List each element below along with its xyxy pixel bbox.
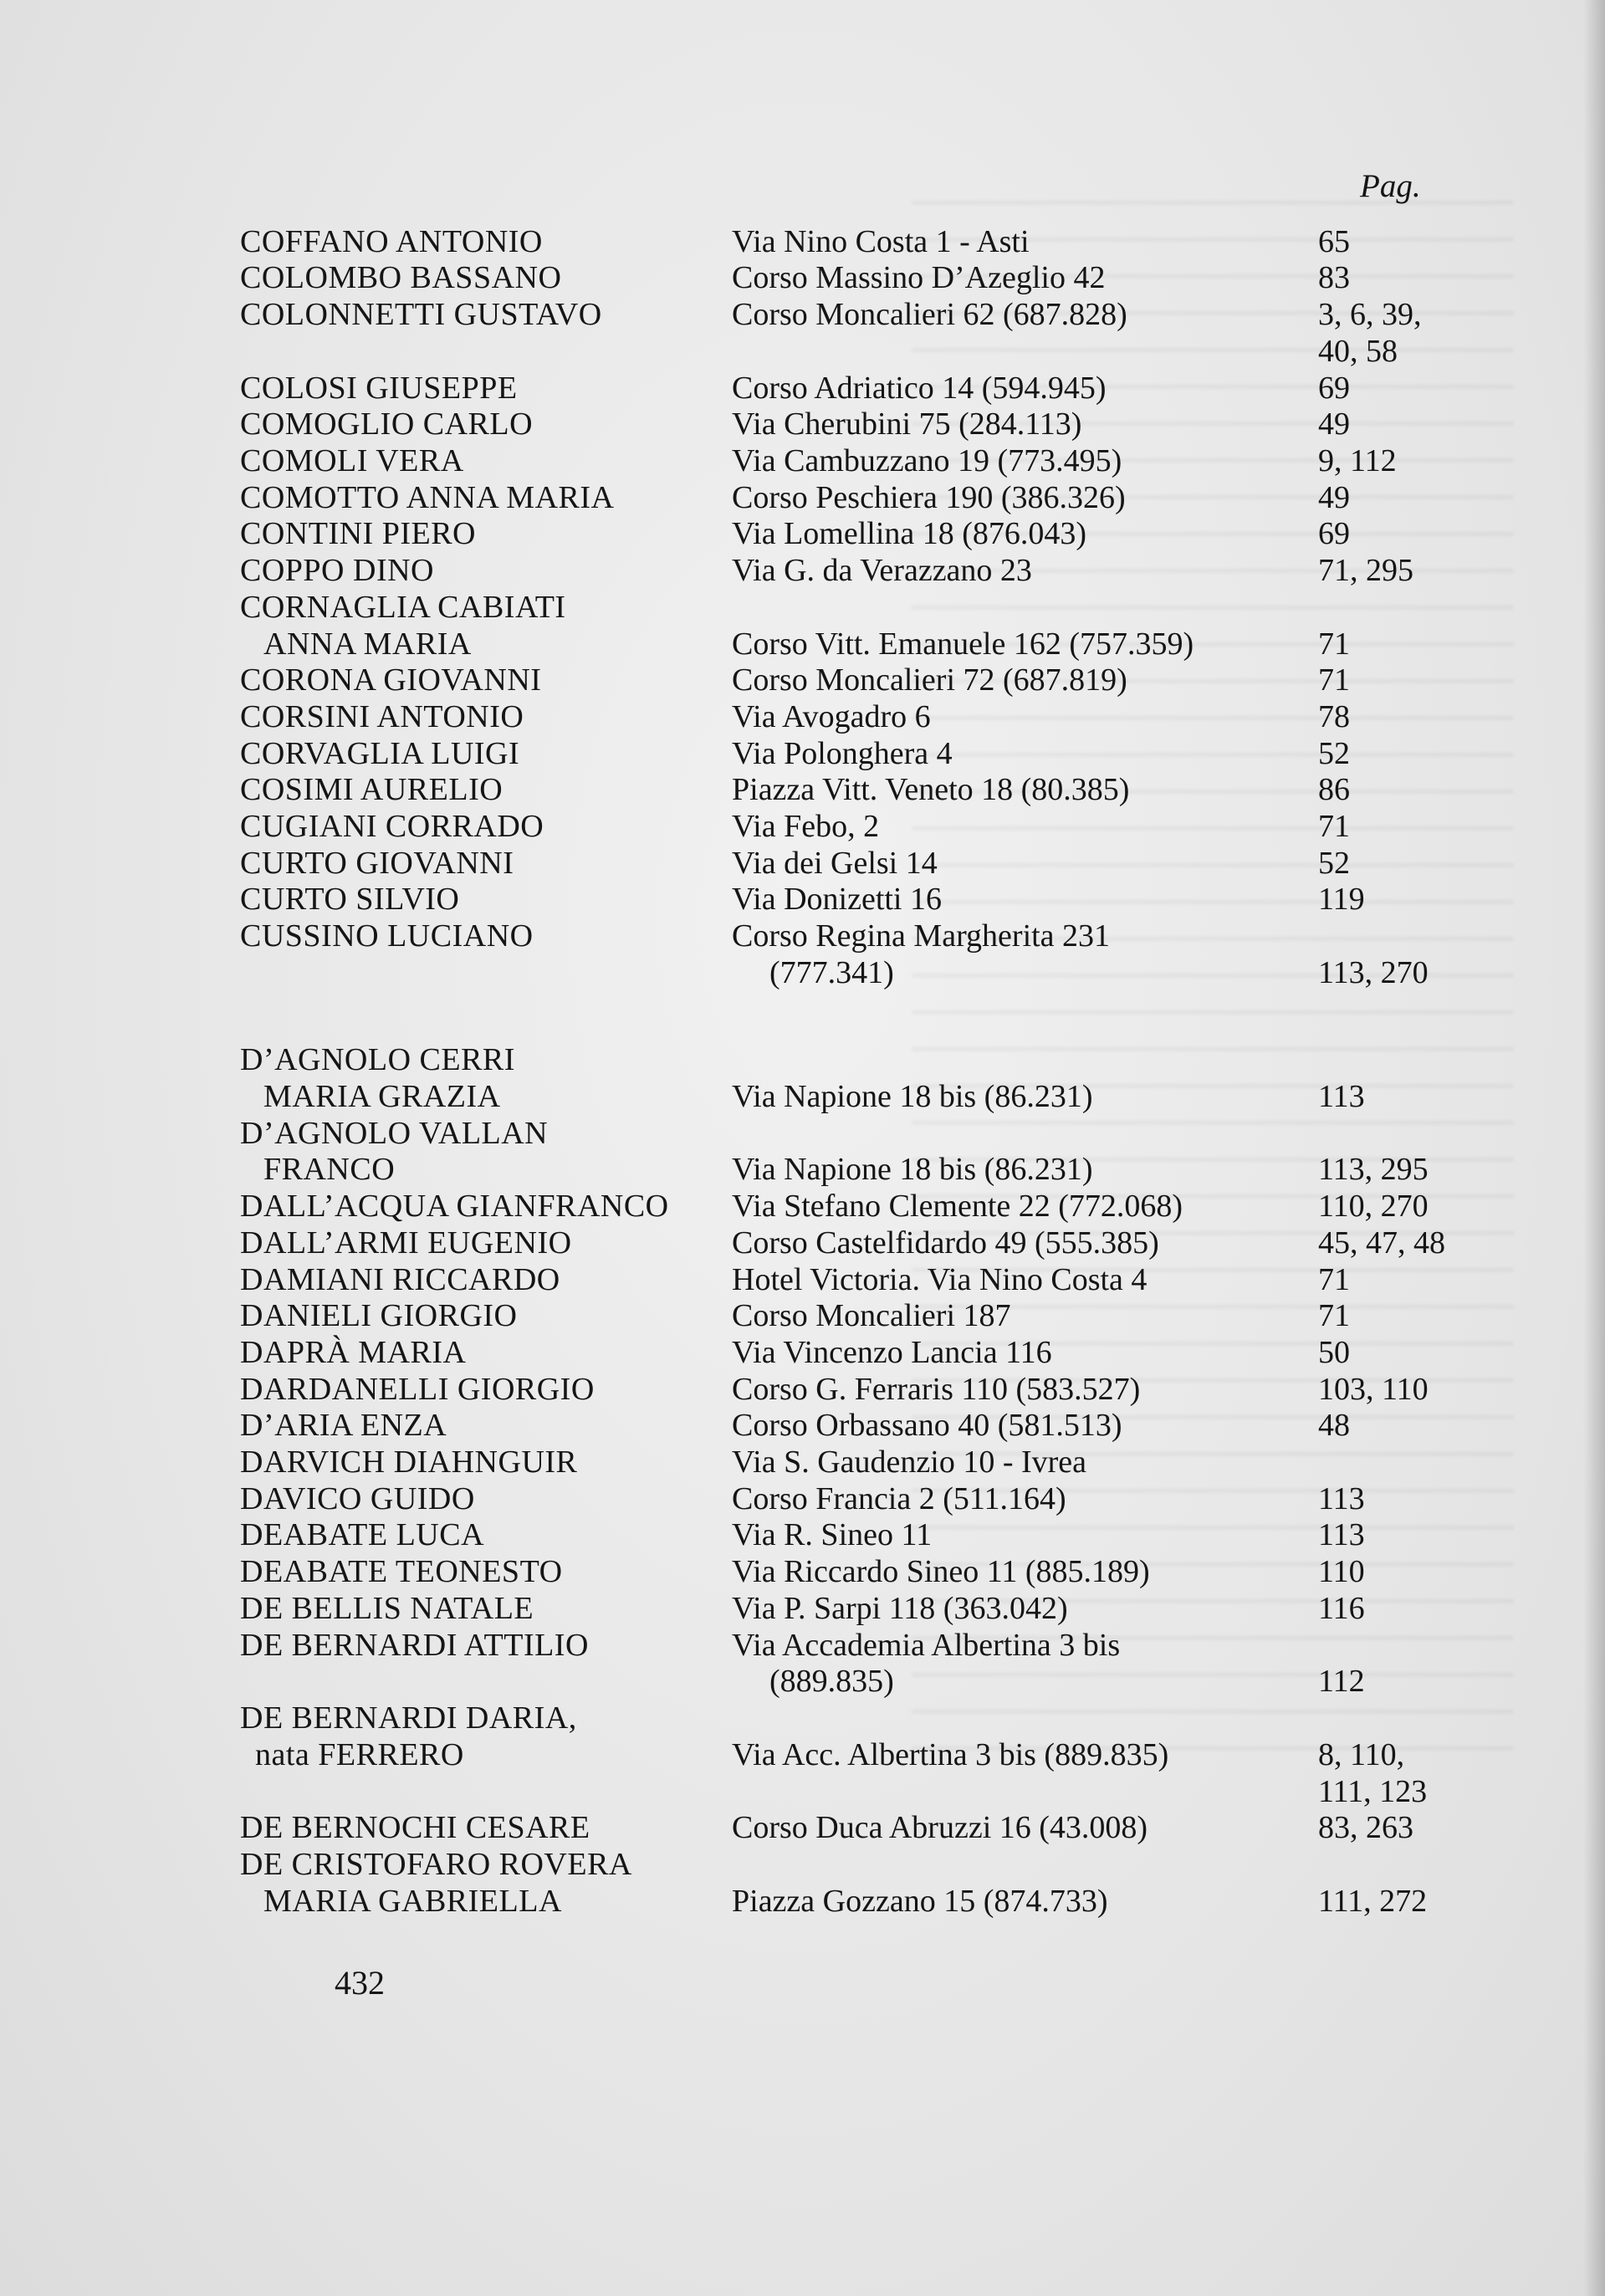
entry-address: Corso Regina Margherita 231 <box>732 918 1111 954</box>
entry-name: COPPO DINO <box>240 553 434 588</box>
entry-pages: 49 <box>1318 407 1350 442</box>
entry-address: Corso Moncalieri 187 <box>732 1298 1011 1333</box>
entry-pages: 71 <box>1318 1298 1350 1333</box>
entry-name: COLOSI GIUSEPPE <box>240 371 518 406</box>
entry-pages: 50 <box>1318 1335 1350 1370</box>
entry-address: Hotel Victoria. Via Nino Costa 4 <box>732 1262 1148 1297</box>
page-number: 432 <box>335 1964 385 2002</box>
entry-pages: 110, 270 <box>1318 1189 1429 1224</box>
entry-name: COMOGLIO CARLO <box>240 407 534 442</box>
entry-address: Via Napione 18 bis (86.231) <box>732 1152 1093 1187</box>
entry-address: Corso Adriatico 14 (594.945) <box>732 371 1107 406</box>
entry-name: DEABATE LUCA <box>240 1517 485 1552</box>
entry-name: D’AGNOLO VALLAN <box>240 1116 549 1151</box>
entry-address: Corso Castelfidardo 49 (555.385) <box>732 1225 1159 1260</box>
entry-pages: 9, 112 <box>1318 443 1397 478</box>
entry-name: DAMIANI RICCARDO <box>240 1262 560 1297</box>
entry-pages: 113 <box>1318 1481 1365 1516</box>
entry-address: Via Acc. Albertina 3 bis (889.835) <box>732 1737 1169 1772</box>
page-edge-shadow <box>1583 0 1605 2296</box>
entry-address: Corso Orbassano 40 (581.513) <box>732 1408 1122 1443</box>
entry-pages: 71 <box>1318 662 1350 698</box>
entry-name: CORVAGLIA LUIGI <box>240 736 520 771</box>
entry-pages: 48 <box>1318 1408 1350 1443</box>
entry-pages: 116 <box>1318 1591 1365 1626</box>
entry-name: DE BERNARDI ATTILIO <box>240 1628 589 1663</box>
entry-pages: 111, 123 <box>1318 1774 1428 1809</box>
entry-name: DE CRISTOFARO ROVERA <box>240 1847 632 1882</box>
entry-name: DAVICO GUIDO <box>240 1481 475 1516</box>
entry-name: COMOTTO ANNA MARIA <box>240 480 615 515</box>
entry-name: COLONNETTI GUSTAVO <box>240 297 602 332</box>
entry-pages: 113 <box>1318 1079 1365 1114</box>
entry-name: DARDANELLI GIORGIO <box>240 1372 595 1407</box>
entry-pages: 71 <box>1318 809 1350 844</box>
entry-pages: 52 <box>1318 736 1350 771</box>
entry-name: CUGIANI CORRADO <box>240 809 544 844</box>
entry-address: (889.835) <box>769 1664 894 1699</box>
entry-name: CORONA GIOVANNI <box>240 662 542 698</box>
entry-name: nata FERRERO <box>255 1737 464 1772</box>
entry-address: Via dei Gelsi 14 <box>732 846 938 881</box>
entry-address: Via Stefano Clemente 22 (772.068) <box>732 1189 1183 1224</box>
entry-name: D’AGNOLO CERRI <box>240 1042 515 1077</box>
entry-name: CURTO SILVIO <box>240 882 460 917</box>
entry-pages: 49 <box>1318 480 1350 515</box>
entry-pages: 103, 110 <box>1318 1372 1429 1407</box>
entry-pages: 69 <box>1318 516 1350 551</box>
entry-name: DALL’ACQUA GIANFRANCO <box>240 1189 669 1224</box>
entry-address: Via Febo, 2 <box>732 809 880 844</box>
entry-address: Via Cambuzzano 19 (773.495) <box>732 443 1122 478</box>
entry-name: CURTO GIOVANNI <box>240 846 514 881</box>
pag-header: Pag. <box>1360 168 1421 204</box>
entry-name: MARIA GABRIELLA <box>263 1884 562 1919</box>
entry-name: DANIELI GIORGIO <box>240 1298 518 1333</box>
entry-pages: 52 <box>1318 846 1350 881</box>
entry-pages: 119 <box>1318 882 1365 917</box>
entry-name: DEABATE TEONESTO <box>240 1554 563 1589</box>
entry-pages: 40, 58 <box>1318 334 1398 369</box>
entry-address: Corso Duca Abruzzi 16 (43.008) <box>732 1810 1148 1845</box>
entry-name: ANNA MARIA <box>263 626 472 662</box>
entry-pages: 65 <box>1318 224 1350 259</box>
entry-name: COSIMI AURELIO <box>240 772 503 807</box>
entry-address: Corso Massino D’Azeglio 42 <box>732 260 1106 295</box>
entry-address: Corso Vitt. Emanuele 162 (757.359) <box>732 626 1194 662</box>
entry-address: Via G. da Verazzano 23 <box>732 553 1032 588</box>
entry-name: D’ARIA ENZA <box>240 1408 447 1443</box>
entry-name: DE BERNOCHI CESARE <box>240 1810 590 1845</box>
entry-name: CORSINI ANTONIO <box>240 699 524 734</box>
entry-name: CUSSINO LUCIANO <box>240 918 534 954</box>
entry-pages: 112 <box>1318 1664 1365 1699</box>
entry-address: Via S. Gaudenzio 10 - Ivrea <box>732 1445 1087 1480</box>
entry-pages: 69 <box>1318 371 1350 406</box>
entry-pages: 86 <box>1318 772 1350 807</box>
entry-address: Via P. Sarpi 118 (363.042) <box>732 1591 1068 1626</box>
entry-pages: 3, 6, 39, <box>1318 297 1422 332</box>
entry-pages: 83 <box>1318 260 1350 295</box>
entry-name: DAPRÀ MARIA <box>240 1335 467 1370</box>
entry-address: Via Polonghera 4 <box>732 736 953 771</box>
entry-name: COLOMBO BASSANO <box>240 260 562 295</box>
entry-address: Corso Francia 2 (511.164) <box>732 1481 1066 1516</box>
entry-name: DARVICH DIAHNGUIR <box>240 1445 578 1480</box>
entry-address: Via Avogadro 6 <box>732 699 931 734</box>
entry-address: Via Vincenzo Lancia 116 <box>732 1335 1052 1370</box>
entry-address: Via Accademia Albertina 3 bis <box>732 1628 1121 1663</box>
entry-pages: 111, 272 <box>1318 1884 1428 1919</box>
entry-address: Via Riccardo Sineo 11 (885.189) <box>732 1554 1150 1589</box>
entry-address: Via Napione 18 bis (86.231) <box>732 1079 1093 1114</box>
entry-address: Via Donizetti 16 <box>732 882 942 917</box>
entry-address: Corso Moncalieri 62 (687.828) <box>732 297 1127 332</box>
entry-address: Corso Peschiera 190 (386.326) <box>732 480 1126 515</box>
entry-name: DE BELLIS NATALE <box>240 1591 534 1626</box>
entry-pages: 110 <box>1318 1554 1365 1589</box>
entry-address: Corso Moncalieri 72 (687.819) <box>732 662 1127 698</box>
entry-pages: 71, 295 <box>1318 553 1413 588</box>
entry-name: MARIA GRAZIA <box>263 1079 501 1114</box>
entry-pages: 71 <box>1318 626 1350 662</box>
entry-name: DALL’ARMI EUGENIO <box>240 1225 572 1260</box>
entry-name: COFFANO ANTONIO <box>240 224 543 259</box>
entry-address: Via Lomellina 18 (876.043) <box>732 516 1087 551</box>
entry-name: FRANCO <box>263 1152 396 1187</box>
entry-pages: 113 <box>1318 1517 1365 1552</box>
entry-address: Corso G. Ferraris 110 (583.527) <box>732 1372 1141 1407</box>
entry-pages: 71 <box>1318 1262 1350 1297</box>
entry-name: CONTINI PIERO <box>240 516 476 551</box>
entry-address: Via Cherubini 75 (284.113) <box>732 407 1082 442</box>
entry-pages: 8, 110, <box>1318 1737 1405 1772</box>
entry-address: Via R. Sineo 11 <box>732 1517 933 1552</box>
entry-address: Via Nino Costa 1 - Asti <box>732 224 1030 259</box>
entry-address: Piazza Vitt. Veneto 18 (80.385) <box>732 772 1130 807</box>
entry-name: CORNAGLIA CABIATI <box>240 590 566 625</box>
entry-pages: 113, 295 <box>1318 1152 1429 1187</box>
entry-name: COMOLI VERA <box>240 443 464 478</box>
entry-address: (777.341) <box>769 955 894 990</box>
entry-address: Piazza Gozzano 15 (874.733) <box>732 1884 1108 1919</box>
entry-name: DE BERNARDI DARIA, <box>240 1700 577 1736</box>
entry-pages: 113, 270 <box>1318 955 1429 990</box>
entry-pages: 45, 47, 48 <box>1318 1225 1445 1260</box>
entry-pages: 83, 263 <box>1318 1810 1413 1845</box>
entry-pages: 78 <box>1318 699 1350 734</box>
